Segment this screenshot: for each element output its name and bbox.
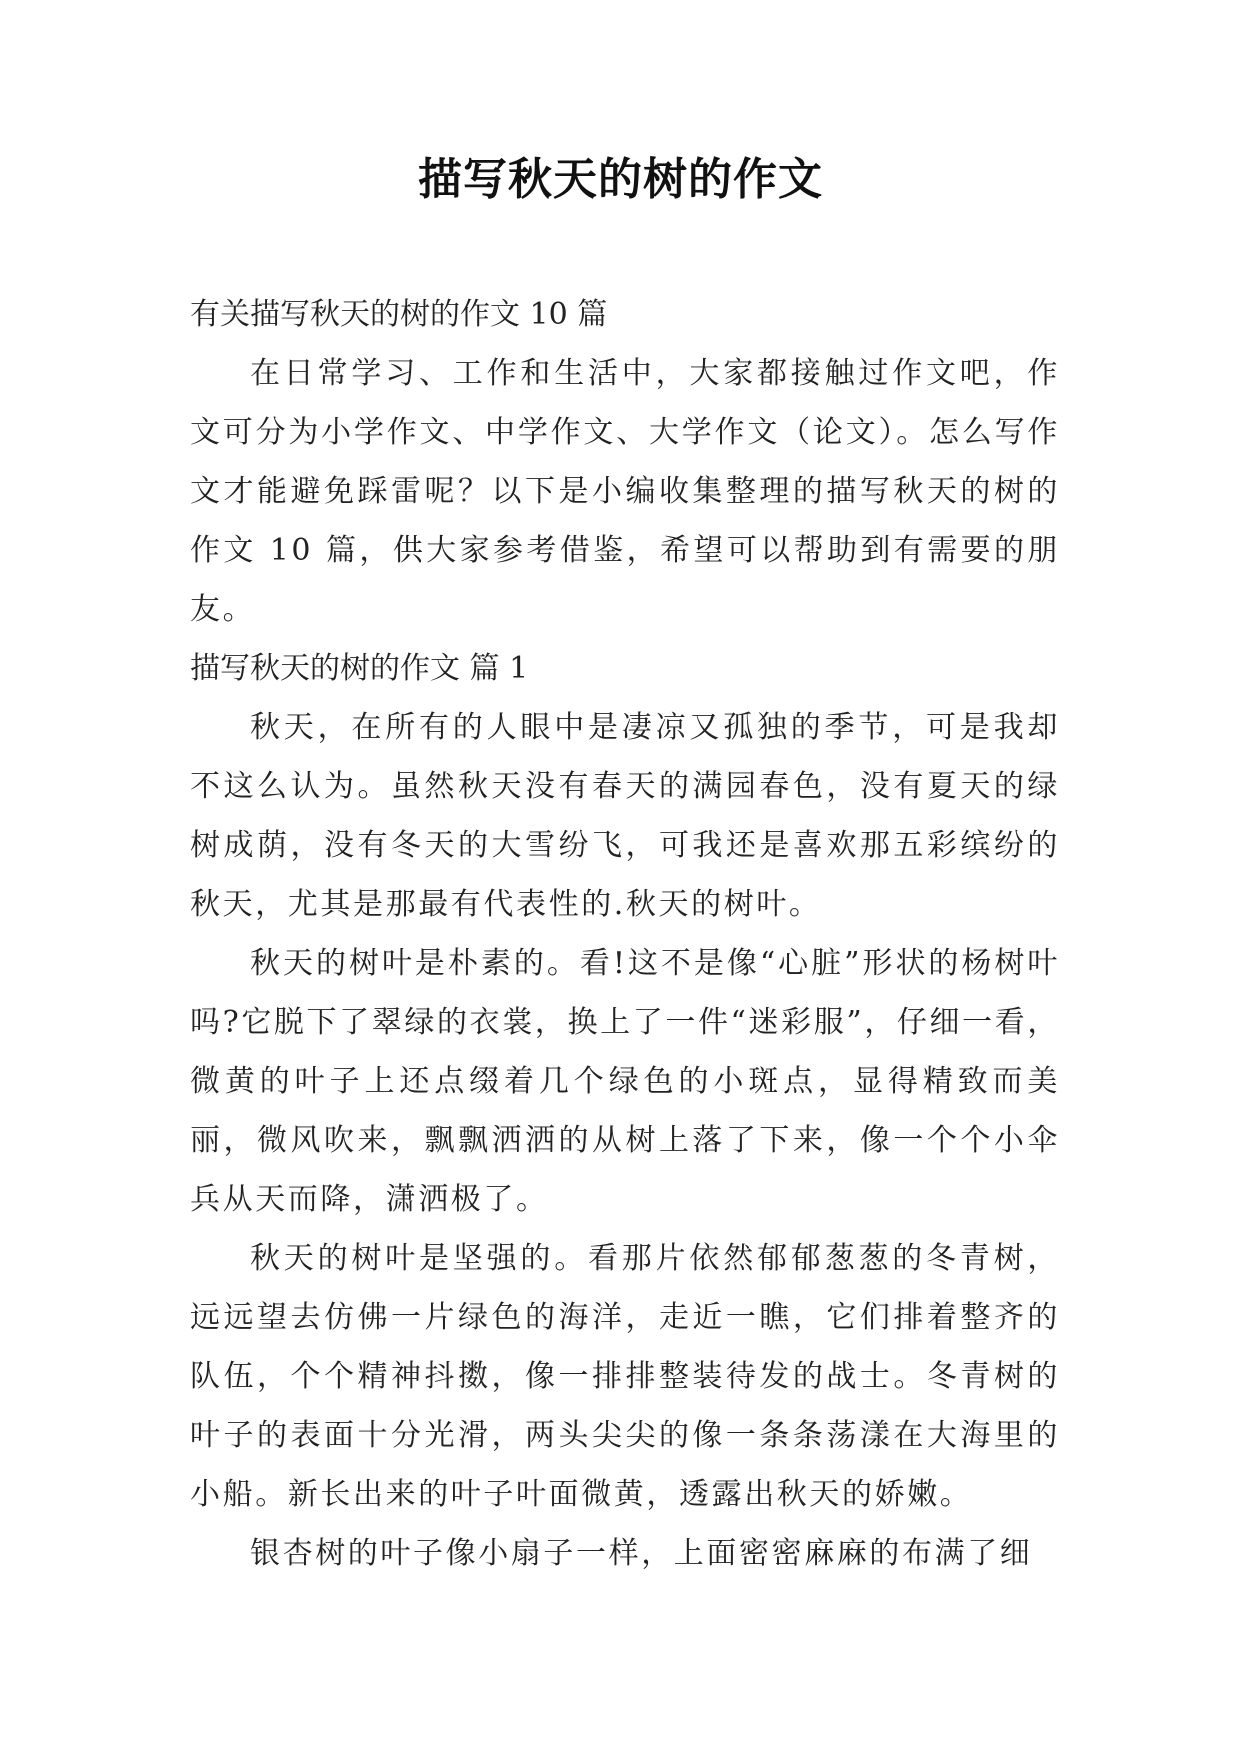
body-paragraph: 秋天的树叶是朴素的。看!这不是像“心脏”形状的杨树叶吗?它脱下了翠绿的衣裳，换上了一件“迷彩服”，仔细一看，微黄的叶子上还点缀着几个绿色的小斑点，显得精致而美丽，微风吹来，飘飘洒洒的从树上落了下来，像一个个小伞兵从天而降，潇洒极了。 [190, 946, 1060, 1217]
document-title: 描写秋天的树的作文 [418, 154, 823, 205]
intro-paragraph: 在日常学习、工作和生活中，大家都接触过作文吧，作文可分为小学作文、中学作文、大学作文（论文）。怎么写作文才能避免踩雷呢？以下是小编收集整理的描写秋天的树的作文 10 篇，供大家参考借鉴，希望可以帮助到有需要的朋友。 [190, 356, 1060, 627]
document-body [190, 285, 1060, 1583]
document-subtitle: 有关描写秋天的树的作文 10 篇 [190, 297, 608, 332]
body-paragraph: 秋天的树叶是坚强的。看那片依然郁郁葱葱的冬青树，远远望去仿佛一片绿色的海洋，走近一瞧，它们排着整齐的队伍，个个精神抖擞，像一排排整装待发的战士。冬青树的叶子的表面十分光滑，两头尖尖的像一条条荡漾在大海里的小船。新长出来的叶子叶面微黄，透露出秋天的娇嫩。 [190, 1241, 1060, 1512]
section-heading: 描写秋天的树的作文 篇 1 [190, 651, 529, 686]
body-paragraph: 秋天，在所有的人眼中是凄凉又孤独的季节，可是我却不这么认为。虽然秋天没有春天的满园春色，没有夏天的绿树成荫，没有冬天的大雪纷飞，可我还是喜欢那五彩缤纷的秋天，尤其是那最有代表性的.秋天的树叶。 [190, 710, 1060, 922]
body-paragraph: 银杏树的叶子像小扇子一样，上面密密麻麻的布满了细 [250, 1536, 1033, 1571]
